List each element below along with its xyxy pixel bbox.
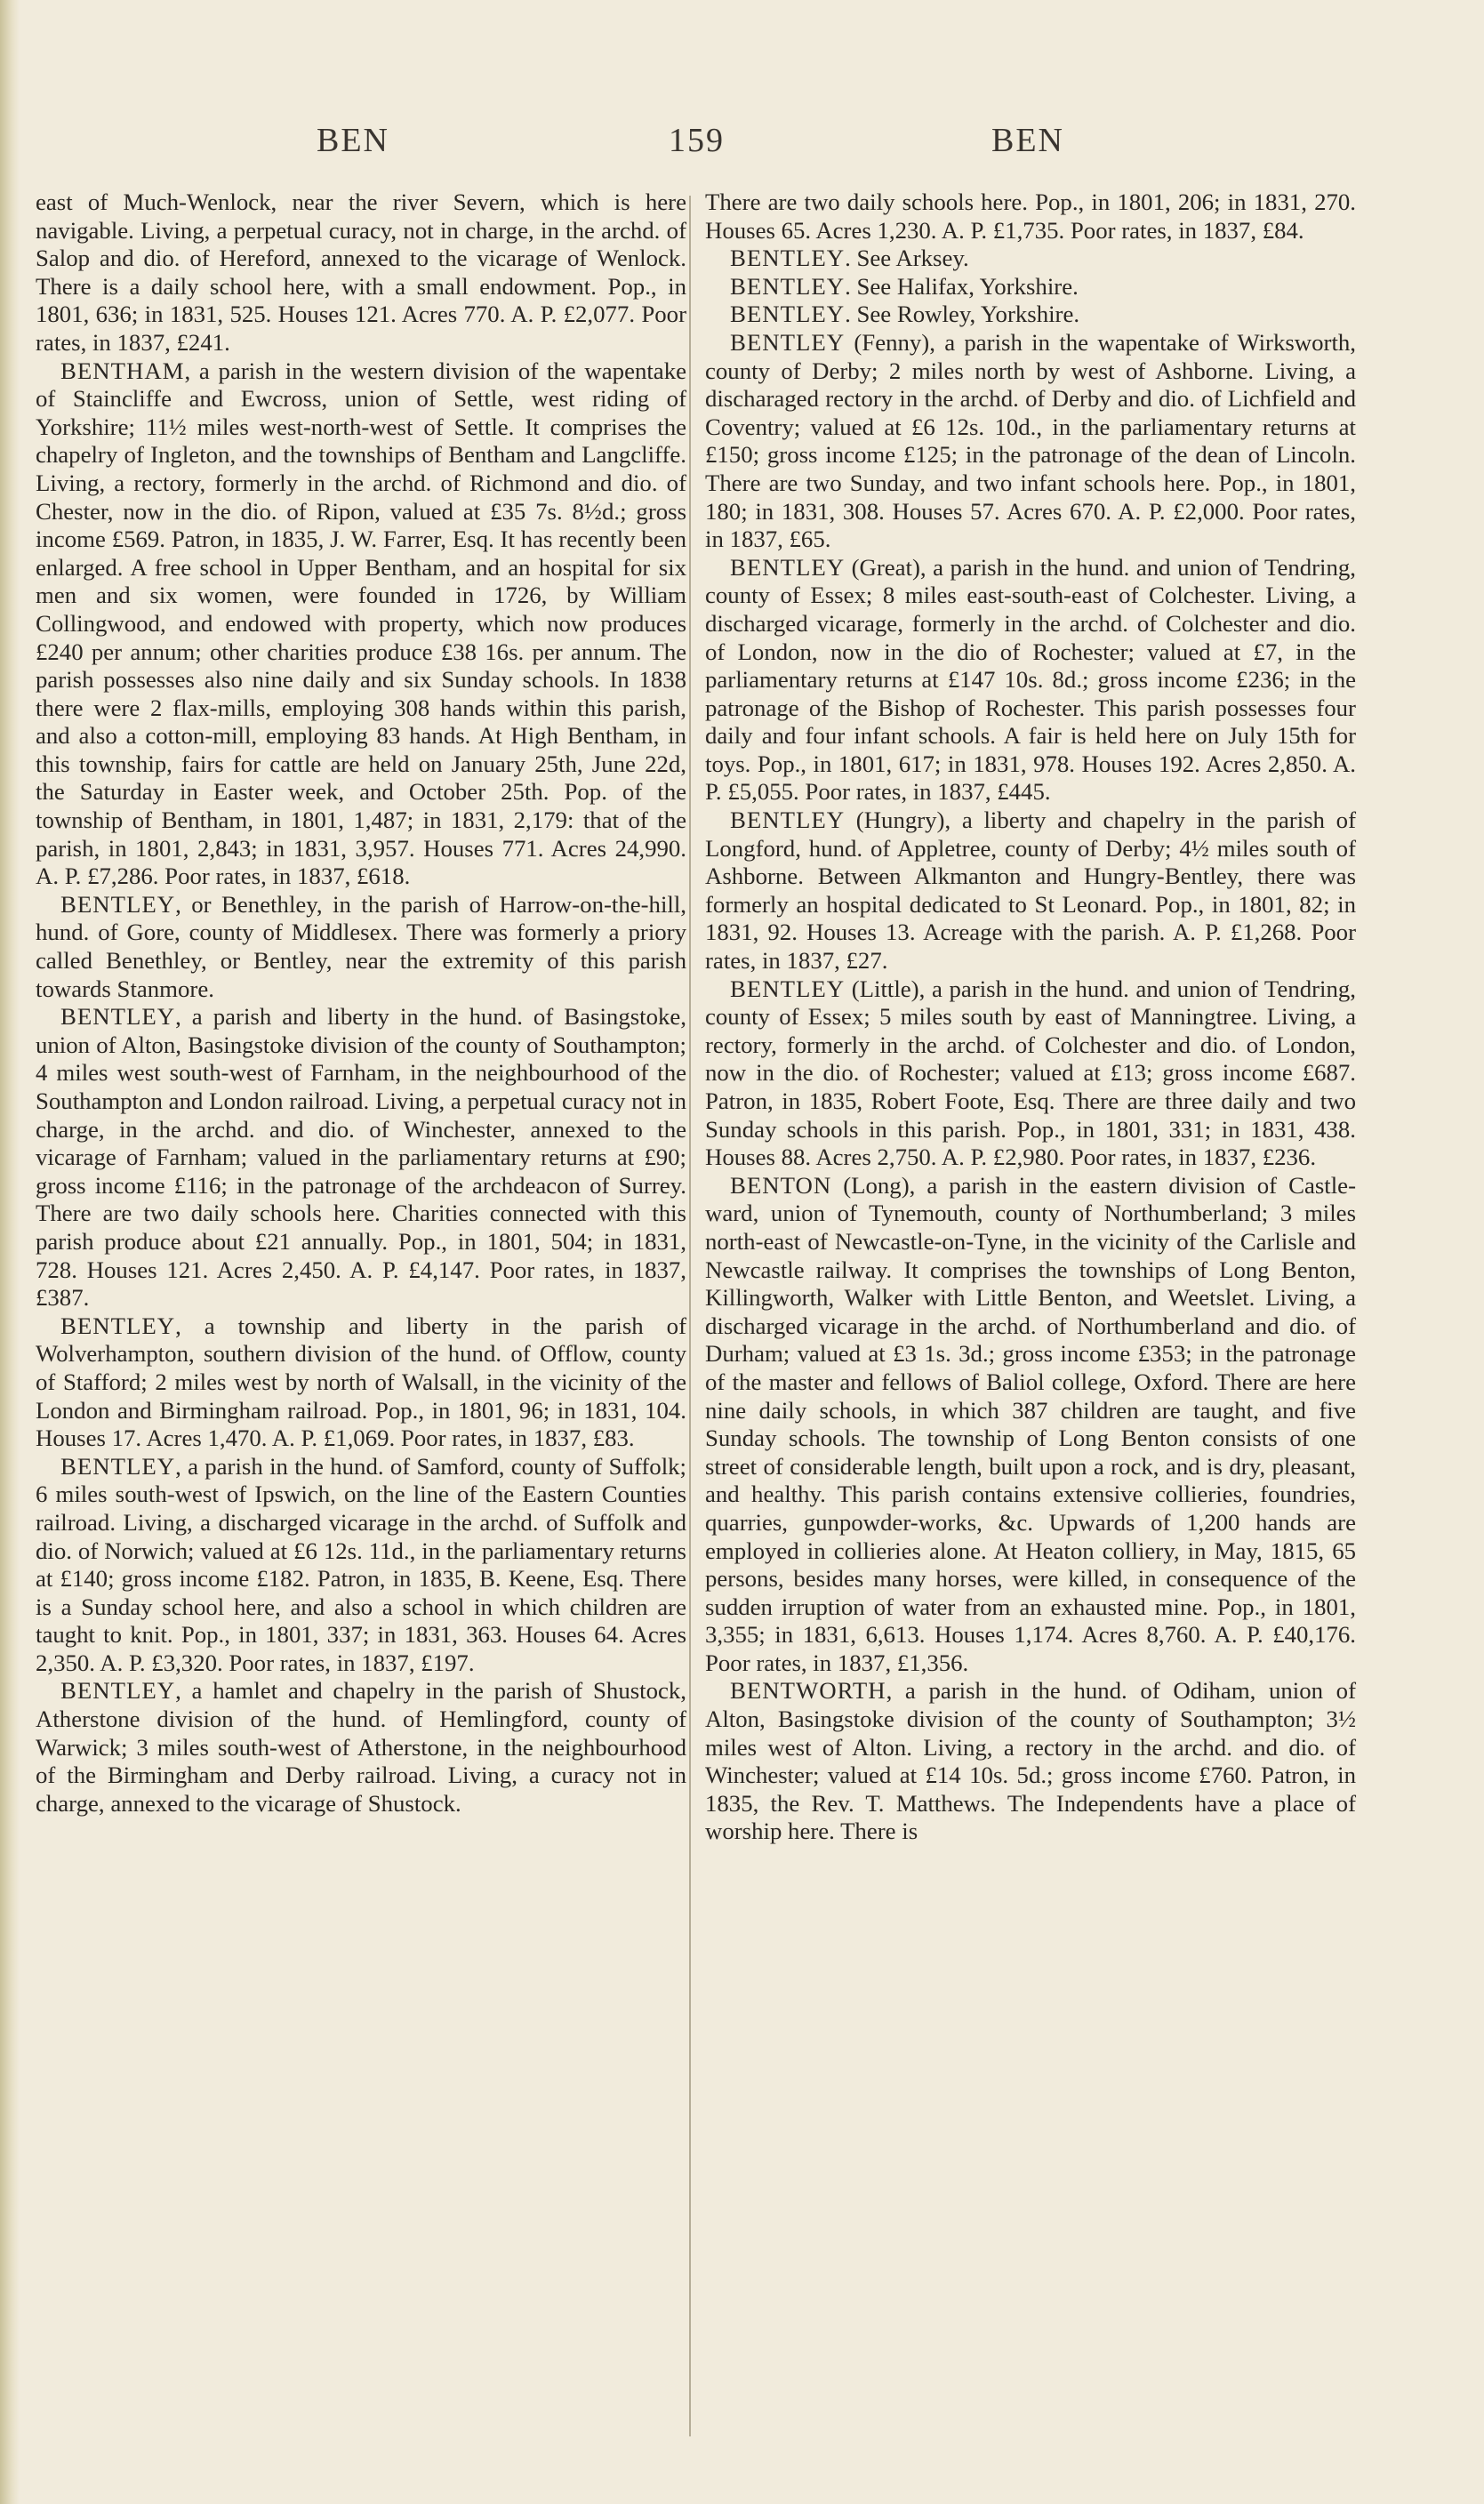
entry-headword: BENTON [730,1171,832,1199]
entry-headword: BENTLEY [60,1003,176,1031]
gazetteer-entry [36,357,686,891]
entry-text: , a parish in the western division of the wapentake of Staincliffe and Ewcross, union of Settle, west riding of Yorkshire; 11½ miles west-north-west of Settle. It comprises the chapelry of Ingleton, and the townships of Bentham and Langcliffe. Living, a rectory, formerly in the archd. of Richmond and dio. of Chester, now in the dio. of Ripon, valued at £35 7s. 8½d.; gross income £569. Patron, in 1835, J. W. Farrer, Esq. It has recently been enlarged. A free school in Upper Bentham, and an hospital for six men and six women, were founded in 1726, by William Collingwood, and endowed with property, which now produces £240 per annum; other charities produce £38 16s. per annum. The parish possesses also nine daily and six Sunday schools. In 1838 there were 2 flax-mills, employing 308 hands within this parish, and also a cotton-mill, employing 83 hands. At High Bentham, in this township, fairs for cattle are held on January 25th, June 22d, the Saturday in Easter week, and October 25th. Pop. of the township of Bentham, in 1801, 1,487; in 1831, 2,179: that of the parish, in 1801, 2,843; in 1831, 3,957. Houses 771. Acres 24,990. A. P. £7,286. Poor rates, in 1837, £618. [36,357,686,890]
entry-text: . See Rowley, Yorkshire. [845,301,1080,328]
entry-headword: BENTLEY [730,807,846,834]
gazetteer-entry [36,189,686,357]
entry-text: There are two daily schools here. Pop., in 1801, 206; in 1831, 270. Houses 65. Acres 1,230. A. P. £1,735. Poor rates, in 1837, £84. [705,189,1356,244]
gazetteer-entry [36,891,686,1003]
entry-headword: BENTLEY [60,1452,176,1480]
entry-text: , or Benethley, in the parish of Harrow-on-the-hill, hund. of Gore, county of Middlesex. There was formerly a priory called Benethley, or Bentley, near the extremity of this parish towards Stanmore. [36,890,686,1002]
gazetteer-entry [705,554,1356,807]
entry-headword: BENTLEY [730,975,846,1002]
entry-text: , a parish in the hund. of Samford, county of Suffolk; 6 miles south-west of Ipswich, on the line of the Eastern Counties railroad. Living, a discharged vicarage in the archd. of Suffolk and dio. of Norwich; valued at £6 12s. 11d., in the parliamentary returns at £140; gross income £182. Patron, in 1835, B. Keene, Esq. There is a Sunday school here, and also a school in which children are taught to knit. Pop., in 1801, 337; in 1831, 363. Houses 64. Acres 2,350. A. P. £3,320. Poor rates, in 1837, £197. [36,1452,686,1676]
running-header [0,121,1484,174]
page-number: 159 [669,122,725,159]
column-divider [689,196,691,2436]
entry-headword: BENTLEY [60,890,176,918]
entry-headword: BENTLEY [60,1677,176,1705]
gazetteer-entry [705,189,1356,245]
gazetteer-entry [36,1312,686,1453]
entry-text: , a parish in the hund. of Odiham, union of Alton, Basingstoke division of the county of Southampton; 3½ miles west of Alton. Living, a rectory in the archd. and dio. of Winchester; valued at £14 10s. 5d.; gross income £760. Patron, in 1835, the Rev. T. Matthews. The Independents have a place of worship here. There is [705,1677,1356,1845]
header-right-guideword: BEN [991,122,1064,159]
entry-headword: BENTHAM [60,357,185,384]
gazetteer-entry [705,975,1356,1172]
gazetteer-entry [705,329,1356,554]
gazetteer-entry [705,301,1356,329]
gazetteer-entry [36,1677,686,1818]
entry-text: . See Arksey. [845,245,969,272]
entry-text: east of Much-Wenlock, near the river Severn, which is here navigable. Living, a perpetual curacy, not in charge, in the archd. of Salop and dio. of Hereford, annexed to the vicarage of Wenlock. There is a daily school here, with a small endowment. Pop., in 1801, 636; in 1831, 525. Houses 121. Acres 770. A. P. £2,077. Poor rates, in 1837, £241. [36,189,686,356]
gazetteer-entry [705,807,1356,975]
entry-text: , a hamlet and chapelry in the parish of Shustock, Atherstone division of the hund. of Hemlingford, county of Warwick; 3 miles south-west of Atherstone, in the neighbourhood of the Birmingham and Derby railroad. Living, a curacy not in charge, annexed to the vicarage of Shustock. [36,1677,686,1817]
entry-text: (Long), a parish in the eastern division of Castle-ward, union of Tynemouth, county of Northumberland; 3 miles north-east of Newcastle-on-Tyne, in the vicinity of the Carlisle and Newcastle railway. It comprises the townships of Long Benton, Killingworth, Walker with Little Benton, and Weetslet. Living, a discharged vicarage in the archd. of Northumberland and dio. of Durham; valued at £3 1s. 3d.; gross income £353; in the patronage of the master and fellows of Baliol college, Oxford. There are here nine daily schools, in which 387 children are taught, and five Sunday schools. The township of Long Benton consists of one street of considerable length, built upon a rock, and is dry, pleasant, and healthy. This parish contains extensive collieries, foundries, quarries, gunpowder-works, &c. Upwards of 1,200 hands are employed in collieries alone. At Heaton colliery, in May, 1815, 65 persons, besides many horses, were killed, in consequence of the sudden irruption of water from an exhausted mine. Pop., in 1801, 3,355; in 1831, 6,613. Houses 1,174. Acres 8,760. A. P. £40,176. Poor rates, in 1837, £1,356. [705,1171,1356,1676]
gazetteer-entry [705,1172,1356,1678]
entry-headword: BENTLEY [60,1312,176,1339]
entry-headword: BENTWORTH [730,1677,886,1705]
gazetteer-entry [705,1677,1356,1846]
entry-headword: BENTLEY [730,245,846,272]
gazetteer-entry [705,273,1356,301]
entry-headword: BENTLEY [730,301,846,328]
header-left-guideword: BEN [317,122,389,159]
entry-text: (Little), a parish in the hund. and union of Tendring, county of Essex; 5 miles south by east of Manningtree. Living, a rectory, formerly in the archd. of Colchester and dio. of London, now in the dio. of Rochester; valued at £13; gross income £687. Patron, in 1835, Robert Foote, Esq. There are three daily and two Sunday schools in this parish. Pop., in 1801, 331; in 1831, 438. Houses 88. Acres 2,750. A. P. £2,980. Poor rates, in 1837, £236. [705,975,1356,1171]
right-column [705,189,1356,1846]
entry-text: (Fenny), a parish in the wapentake of Wirksworth, county of Derby; 2 miles north by west of Ashborne. Living, a discharaged rectory in the archd. of Derby and dio. of Lichfield and Coventry; valued at £6 12s. 10d., in the parliamentary returns at £150; gross income £125; in the patronage of the dean of Lincoln. There are two Sunday, and two infant schools here. Pop., in 1801, 180; in 1831, 308. Houses 57. Acres 670. A. P. £2,000. Poor rates, in 1837, £65. [705,328,1356,553]
entry-text: (Hungry), a liberty and chapelry in the parish of Longford, hund. of Appletree, county of Derby; 4½ miles south of Ashborne. Between Alkmanton and Hungry-Bentley, there was formerly an hospital dedicated to St Leonard. Pop., in 1801, 82; in 1831, 92. Houses 13. Acreage with the parish. A. P. £1,268. Poor rates, in 1837, £27. [705,807,1356,975]
entry-headword: BENTLEY [730,553,846,581]
left-column [36,189,686,1818]
entry-text: , a parish and liberty in the hund. of Basingstoke, union of Alton, Basingstoke division of the county of Southampton; 4 miles west south-west of Farnham, in the neighbourhood of the Southampton and London railroad. Living, a perpetual curacy not in charge, in the archd. and dio. of Winchester, annexed to the vicarage of Farnham; valued in the parliamentary returns at £90; gross income £116; in the patronage of the archdeacon of Surrey. There are two daily schools here. Charities connected with this parish produce about £21 annually. Pop., in 1801, 504; in 1831, 728. Houses 121. Acres 2,450. A. P. £4,147. Poor rates, in 1837, £387. [36,1003,686,1312]
gazetteer-entry [36,1453,686,1678]
entry-text: . See Halifax, Yorkshire. [845,272,1079,300]
gazetteer-entry [705,245,1356,273]
entry-text: (Great), a parish in the hund. and union of Tendring, county of Essex; 8 miles east-south-east of Colchester. Living, a discharged vicarage, formerly in the archd. of Colchester and dio. of London, now in the dio of Rochester; valued at £7, in the parliamentary returns at £147 10s. 8d.; gross income £236; in the patronage of the Bishop of Rochester. This parish possesses four daily and four infant schools. A fair is held here on July 15th for toys. Pop., in 1801, 617; in 1831, 978. Houses 192. Acres 2,850. A. P. £5,055. Poor rates, in 1837, £445. [705,553,1356,806]
gazetteer-entry [36,1003,686,1312]
entry-headword: BENTLEY [730,272,846,300]
entry-text: , a township and liberty in the parish of Wolverhampton, southern division of the hund. of Offlow, county of Stafford; 2 miles west by north of Walsall, in the vicinity of the London and Birmingham railroad. Pop., in 1801, 96; in 1831, 104. Houses 17. Acres 1,470. A. P. £1,069. Poor rates, in 1837, £83. [36,1312,686,1452]
entry-headword: BENTLEY [730,328,846,356]
page-edge [0,0,20,2504]
